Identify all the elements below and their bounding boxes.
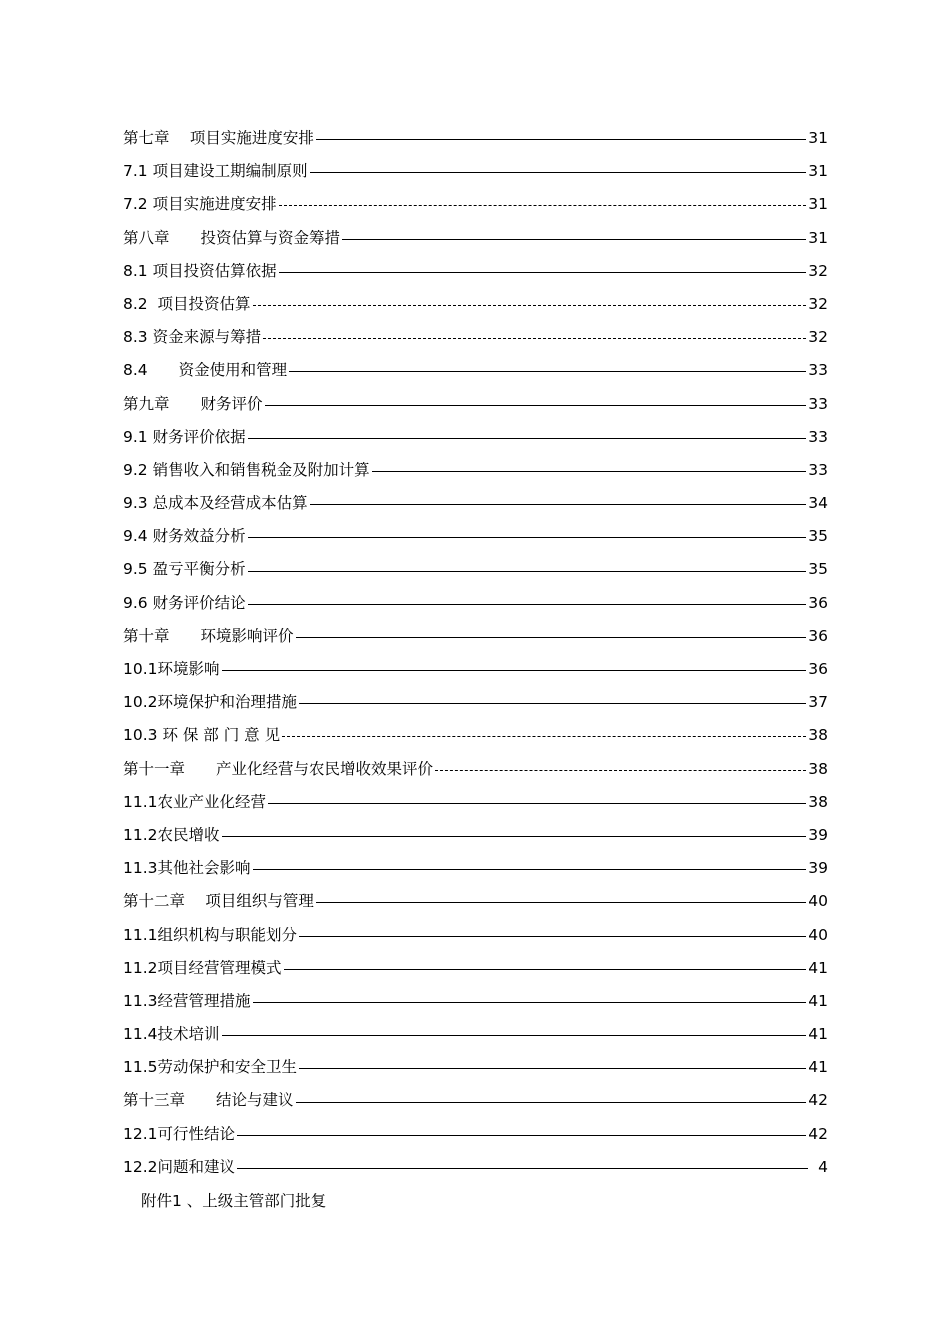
toc-entry-label: 8.4 资金使用和管理 bbox=[123, 361, 288, 380]
toc-entry-page-number: 32 bbox=[808, 261, 828, 280]
toc-entry-label: 9.3 总成本及经营成本估算 bbox=[123, 494, 308, 513]
toc-entry-label: 11.3其他社会影响 bbox=[123, 859, 251, 878]
toc-entry[interactable] bbox=[123, 885, 828, 918]
toc-entry[interactable] bbox=[123, 786, 828, 819]
toc-entry-label: 9.6 财务评价结论 bbox=[123, 593, 246, 612]
toc-entry[interactable] bbox=[123, 354, 828, 387]
toc-entry-page-number: 41 bbox=[808, 1058, 828, 1077]
toc-entry-label: 11.2农民增收 bbox=[123, 825, 220, 844]
toc-leader-line bbox=[248, 537, 807, 538]
table-of-contents bbox=[123, 122, 828, 1184]
toc-entry-label: 11.5劳动保护和安全卫生 bbox=[123, 1058, 298, 1077]
toc-entry-page-number: 41 bbox=[808, 991, 828, 1010]
toc-entry-page-number: 35 bbox=[808, 527, 828, 546]
toc-entry-page-number: 33 bbox=[808, 394, 828, 413]
toc-leader-line bbox=[299, 1068, 806, 1069]
toc-entry-page-number: 38 bbox=[808, 792, 828, 811]
toc-entry-page-number: 39 bbox=[808, 825, 828, 844]
toc-leader-line bbox=[284, 969, 807, 970]
toc-entry-page-number: 36 bbox=[808, 626, 828, 645]
toc-entry[interactable] bbox=[123, 587, 828, 620]
toc-entry-label: 9.4 财务效益分析 bbox=[123, 527, 246, 546]
toc-entry[interactable] bbox=[123, 388, 828, 421]
toc-entry-label: 8.1 项目投资估算依据 bbox=[123, 261, 277, 280]
toc-leader-line bbox=[253, 1002, 807, 1003]
toc-entry-label: 第十一章 产业化经营与农民增收效果评价 bbox=[123, 759, 434, 778]
toc-entry[interactable] bbox=[123, 852, 828, 885]
toc-entry-label: 8.2 项目投资估算 bbox=[123, 294, 251, 313]
toc-leader-line bbox=[310, 504, 807, 505]
toc-entry-label: 9.1 财务评价依据 bbox=[123, 427, 246, 446]
toc-leader-line bbox=[299, 703, 806, 704]
toc-entry-page-number: 31 bbox=[808, 195, 828, 214]
toc-entry[interactable] bbox=[123, 819, 828, 852]
toc-leader-line bbox=[222, 836, 807, 837]
toc-entry-label: 11.2项目经营管理模式 bbox=[123, 958, 282, 977]
toc-entry-label: 12.1可行性结论 bbox=[123, 1124, 236, 1143]
toc-entry[interactable] bbox=[123, 753, 828, 786]
toc-entry-label: 12.2问题和建议 bbox=[123, 1157, 236, 1176]
toc-entry-page-number: 33 bbox=[808, 427, 828, 446]
toc-entry[interactable] bbox=[123, 155, 828, 188]
toc-entry-page-number: 33 bbox=[808, 361, 828, 380]
toc-leader-line bbox=[296, 1102, 807, 1103]
toc-entry-label: 10.1环境影响 bbox=[123, 660, 220, 678]
toc-entry[interactable] bbox=[123, 1151, 828, 1184]
toc-entry-page-number: 41 bbox=[808, 958, 828, 977]
toc-entry[interactable] bbox=[123, 321, 828, 354]
toc-entry[interactable] bbox=[123, 122, 828, 155]
toc-entry[interactable] bbox=[123, 421, 828, 454]
toc-entry[interactable] bbox=[123, 520, 828, 553]
toc-leader-line bbox=[342, 239, 806, 240]
toc-leader-line bbox=[237, 1168, 808, 1169]
toc-entry[interactable] bbox=[123, 454, 828, 487]
toc-entry[interactable] bbox=[123, 487, 828, 520]
toc-entry[interactable] bbox=[123, 255, 828, 288]
toc-leader-line bbox=[268, 803, 806, 804]
toc-leader-line bbox=[248, 438, 807, 439]
toc-entry-page-number: 37 bbox=[808, 693, 828, 712]
toc-leader-line bbox=[316, 902, 806, 903]
toc-entry[interactable] bbox=[123, 686, 828, 719]
toc-entry-page-number: 42 bbox=[808, 1091, 828, 1110]
toc-entry-page-number: 41 bbox=[808, 1025, 828, 1044]
toc-entry-page-number: 33 bbox=[808, 460, 828, 479]
toc-entry-page-number: 36 bbox=[808, 593, 828, 612]
toc-entry-label: 第十章 环境影响评价 bbox=[123, 626, 294, 645]
toc-leader-line bbox=[316, 139, 806, 140]
toc-entry-page-number: 31 bbox=[808, 162, 828, 181]
toc-entry-page-number: 38 bbox=[808, 726, 828, 745]
toc-entry[interactable] bbox=[123, 1051, 828, 1084]
toc-entry-label: 10.2环境保护和治理措施 bbox=[123, 693, 298, 712]
toc-entry-label: 11.3经营管理措施 bbox=[123, 991, 251, 1010]
toc-leader-line bbox=[222, 670, 807, 671]
toc-entry[interactable] bbox=[123, 653, 828, 686]
toc-leader-line bbox=[222, 1035, 807, 1036]
toc-entry-page-number: 32 bbox=[808, 328, 828, 347]
toc-entry[interactable] bbox=[123, 985, 828, 1018]
toc-leader-line bbox=[279, 205, 807, 206]
toc-entry-page-number: 31 bbox=[808, 228, 828, 247]
toc-leader-line bbox=[299, 936, 806, 937]
toc-entry-label: 7.1 项目建设工期编制原则 bbox=[123, 162, 308, 181]
toc-leader-line bbox=[248, 571, 807, 572]
toc-leader-line bbox=[296, 637, 807, 638]
toc-entry-page-number: 42 bbox=[808, 1124, 828, 1143]
toc-entry-page-number: 32 bbox=[808, 294, 828, 313]
toc-leader-line bbox=[263, 338, 806, 339]
toc-leader-line bbox=[253, 869, 807, 870]
toc-entry[interactable] bbox=[123, 952, 828, 985]
toc-entry[interactable] bbox=[123, 919, 828, 952]
toc-entry-label: 第八章 投资估算与资金筹措 bbox=[123, 228, 341, 247]
toc-entry-label: 9.5 盈亏平衡分析 bbox=[123, 560, 246, 579]
toc-entry[interactable] bbox=[123, 188, 828, 221]
toc-entry-label: 10.3 环 保 部 门 意 见 bbox=[123, 726, 281, 745]
toc-entry-label: 第十三章 结论与建议 bbox=[123, 1091, 294, 1110]
toc-entry-page-number: 31 bbox=[808, 129, 828, 147]
toc-leader-line bbox=[265, 405, 807, 406]
toc-leader-line bbox=[310, 172, 807, 173]
toc-leader-line bbox=[289, 371, 806, 372]
toc-entry-label: 9.2 销售收入和销售税金及附加计算 bbox=[123, 460, 370, 479]
toc-entry[interactable] bbox=[123, 1118, 828, 1151]
toc-entry[interactable] bbox=[123, 1084, 828, 1117]
toc-entry[interactable] bbox=[123, 719, 828, 752]
toc-entry[interactable] bbox=[123, 288, 828, 321]
toc-entry[interactable] bbox=[123, 620, 828, 653]
toc-entry[interactable] bbox=[123, 222, 828, 255]
toc-entry[interactable] bbox=[123, 1018, 828, 1051]
toc-entry-label: 11.1农业产业化经营 bbox=[123, 792, 267, 811]
toc-entry-page-number: 40 bbox=[808, 892, 828, 911]
toc-entry-label: 第七章 项目实施进度安排 bbox=[123, 129, 314, 147]
toc-entry-label: 8.3 资金来源与筹措 bbox=[123, 328, 262, 347]
toc-leader-line bbox=[279, 272, 807, 273]
toc-leader-line bbox=[435, 770, 806, 771]
toc-leader-line bbox=[282, 736, 806, 737]
toc-entry-label: 11.4技术培训 bbox=[123, 1025, 220, 1044]
toc-leader-line bbox=[372, 471, 807, 472]
toc-entry-label: 11.1组织机构与职能划分 bbox=[123, 925, 298, 944]
toc-entry-label: 7.2 项目实施进度安排 bbox=[123, 195, 277, 214]
toc-entry-page-number: 4 bbox=[818, 1157, 828, 1176]
toc-entry-page-number: 34 bbox=[808, 494, 828, 513]
toc-leader-line bbox=[237, 1135, 806, 1136]
toc-entry-label: 第九章 财务评价 bbox=[123, 394, 263, 413]
toc-entry-page-number: 35 bbox=[808, 560, 828, 579]
toc-entry-label: 第十二章 项目组织与管理 bbox=[123, 892, 314, 911]
toc-entry-page-number: 36 bbox=[808, 660, 828, 678]
toc-entry-page-number: 40 bbox=[808, 925, 828, 944]
toc-entry-page-number: 39 bbox=[808, 859, 828, 878]
toc-leader-line bbox=[253, 305, 807, 306]
toc-entry[interactable] bbox=[123, 553, 828, 586]
appendix-line: 附件1 、上级主管部门批复 bbox=[141, 1192, 327, 1210]
toc-leader-line bbox=[248, 604, 807, 605]
toc-entry-page-number: 38 bbox=[808, 759, 828, 778]
